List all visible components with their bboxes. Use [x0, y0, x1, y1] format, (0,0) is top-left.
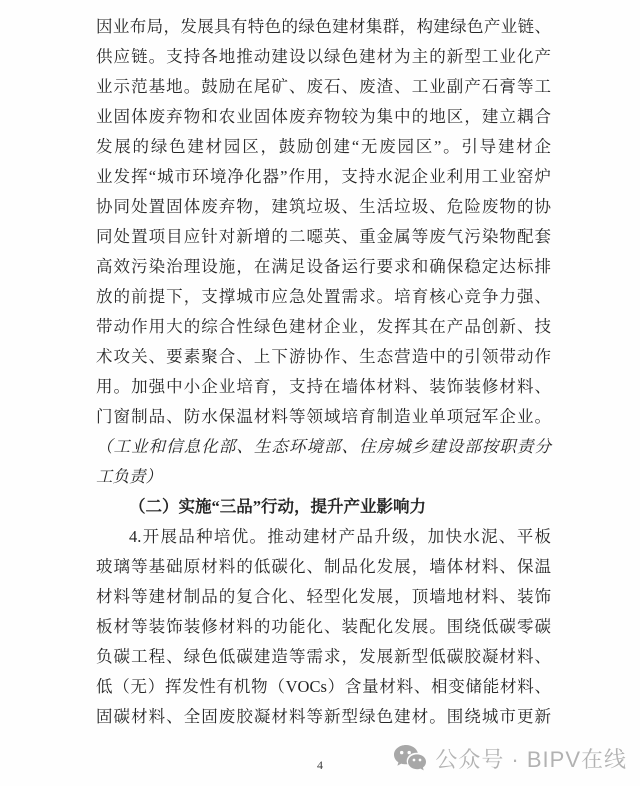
text-line: 用。加强中小企业培育，支持在墙体材料、装饰装修材料、 — [96, 377, 551, 396]
text-line: 放的前提下，支撑城市应急处置需求。培育核心竞争力强、 — [96, 287, 551, 306]
text-line: 同处置项目应针对新增的二噁英、重金属等废气污染物配套 — [96, 227, 551, 246]
text-line: 板材等装饰装修材料的功能化、装配化发展。围绕低碳零碳 — [96, 617, 551, 636]
text-line: 供应链。支持各地推动建设以绿色建材为主的新型工业化产 — [96, 47, 551, 66]
text-line: 高效污染治理设施，在满足设备运行要求和确保稳定达标排 — [96, 257, 551, 276]
text-line: 材料等建材制品的复合化、轻型化发展，顶墙地材料、装饰 — [96, 587, 551, 606]
text-line: 协同处置固体废弃物，建筑垃圾、生活垃圾、危险废物的协 — [96, 197, 551, 216]
text-line: 带动作用大的综合性绿色建材企业，发挥其在产品创新、技 — [96, 317, 551, 336]
text-line: 业发挥“城市环境净化器”作用，支持水泥企业利用工业窑炉 — [96, 167, 551, 186]
text-line: 玻璃等基础原材料的低碳化、制品化发展，墙体材料、保温 — [96, 557, 551, 576]
document-body — [96, 12, 551, 732]
text-line: 负碳工程、绿色低碳建造等需求，发展新型低碳胶凝材料、 — [96, 647, 551, 666]
text-line: 因业布局，发展具有特色的绿色建材集群，构建绿色产业链、 — [96, 17, 551, 36]
text-line: 工负责） — [96, 467, 162, 486]
text-line: （二）实施“三品”行动，提升产业影响力 — [129, 497, 426, 516]
text-line: 低（无）挥发性有机物（VOCs）含量材料、相变储能材料、 — [96, 677, 551, 696]
watermark-text: 公众号 · BIPV在线 — [435, 747, 627, 772]
text-line: 发展的绿色建材园区，鼓励创建“无废园区”。引导建材企 — [96, 137, 551, 156]
text-line: 固碳材料、全固废胶凝材料等新型绿色建材。围绕城市更新 — [96, 707, 551, 726]
text-line: 4.开展品种培优。推动建材产品升级，加快水泥、平板 — [129, 527, 551, 546]
text-line: 术攻关、要素聚合、上下游协作、生态营造中的引领带动作 — [96, 347, 551, 366]
text-line: 业示范基地。鼓励在尾矿、废石、废渣、工业副产石膏等工 — [96, 77, 551, 96]
page-number: 4 — [317, 758, 323, 772]
text-line: 业固体废弃物和农业固体废弃物较为集中的地区，建立耦合 — [96, 107, 551, 126]
text-line: （工业和信息化部、生态环境部、住房城乡建设部按职责分 — [96, 437, 551, 456]
text-line: 门窗制品、防水保温材料等领域培育制造业单项冠军企业。 — [96, 407, 551, 426]
